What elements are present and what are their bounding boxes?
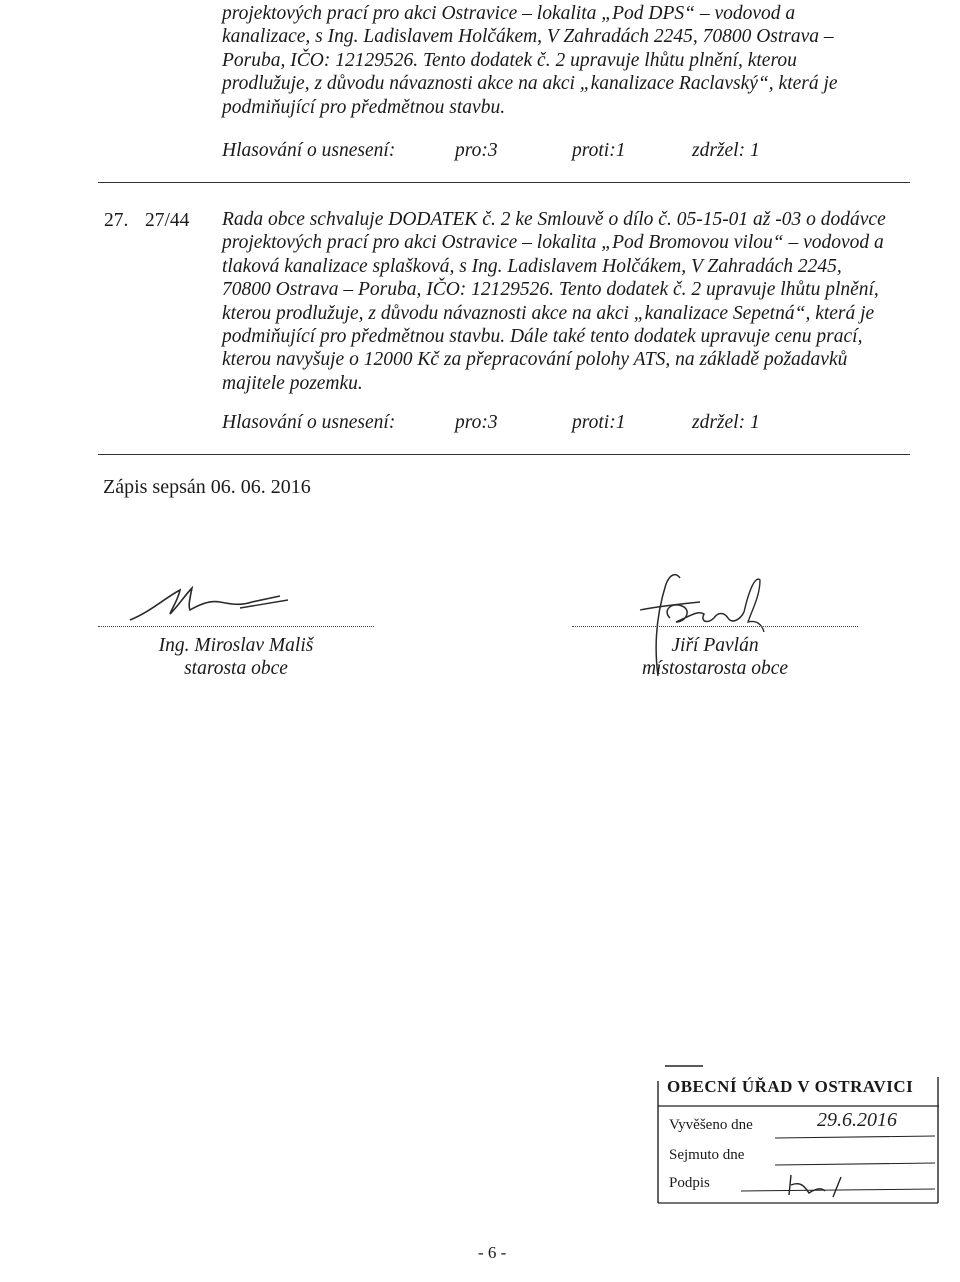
text-line: majitele pozemku. [222, 372, 363, 394]
top-paragraph [222, 2, 908, 119]
vote-zdrzel: zdržel: 1 [692, 412, 760, 433]
signature-line-1 [98, 626, 374, 627]
item-27-text [222, 208, 908, 395]
text-line: kterou navyšuje o 12000 Kč za přepracování polohy ATS, na základě požadavků [222, 349, 848, 371]
signatory-name: Ing. Miroslav Mališ [158, 635, 314, 656]
vote-label: Hlasování o usnesení: [222, 412, 396, 433]
divider [98, 182, 910, 183]
text-line: projektových prací pro akci Ostravice – lokalita „Pod DPS“ – vodovod a [222, 3, 796, 24]
text-line: kterou prodlužuje, z důvodu návaznosti akce na akci „kanalizace Sepetná“, která je [222, 302, 875, 324]
signatory-role: místostarosta obce [641, 658, 789, 679]
item-reference: 27/44 [145, 210, 190, 231]
stamp-posted-date: 29.6.2016 [817, 1109, 897, 1131]
vote-proti: proti:1 [572, 412, 626, 433]
signatory-role: starosta obce [184, 658, 288, 679]
stamp-signature-label: Podpis [669, 1175, 710, 1191]
text-line: 70800 Ostrava – Poruba, IČO: 12129526. Tento dodatek č. 2 upravuje lhůtu plnění, [222, 279, 879, 301]
stamp-removed-label: Sejmuto dne [669, 1147, 745, 1163]
text-line: podmiňující pro předmětnou stavbu. Dále také tento dodatek upravuje cenu prací, [222, 326, 863, 348]
handwritten-signature-1 [120, 578, 300, 628]
office-stamp [655, 1063, 941, 1206]
vote-label: Hlasování o usnesení: [222, 140, 396, 161]
text-line: tlaková kanalizace splašková, s Ing. Ladislavem Holčákem, V Zahradách 2245, [222, 255, 842, 277]
signatory-1 [98, 634, 374, 680]
text-line: podmiňující pro předmětnou stavbu. [222, 96, 506, 118]
text-line: kanalizace, s Ing. Ladislavem Holčákem, V Zahradách 2245, 70800 Ostrava – [222, 26, 834, 48]
vote-zdrzel: zdržel: 1 [692, 140, 760, 161]
vote-pro: pro:3 [455, 140, 498, 161]
text-line: projektových prací pro akci Ostravice – lokalita „Pod Bromovou vilou“ – vodovod a [222, 232, 884, 254]
page-number: - 6 - [478, 1243, 507, 1262]
stamp-title: OBECNÍ ÚŘAD V OSTRAVICI [667, 1077, 914, 1096]
item-number: 27. [104, 210, 129, 231]
signatory-name: Jiří Pavlán [671, 635, 759, 656]
stamp-handwritten-signature [785, 1171, 865, 1199]
divider [98, 454, 910, 455]
vote-proti: proti:1 [572, 140, 626, 161]
stamp-posted-label: Vyvěšeno dne [669, 1117, 753, 1133]
written-date: Zápis sepsán 06. 06. 2016 [103, 476, 311, 498]
signatory-2 [572, 634, 858, 680]
signature-line-2 [572, 626, 858, 627]
text-line: prodlužuje, z důvodu návaznosti akce na akci „kanalizace Raclavský“, která je [222, 73, 838, 95]
vote-pro: pro:3 [455, 412, 498, 433]
text-line: Rada obce schvaluje DODATEK č. 2 ke Smlouvě o dílo č. 05-15-01 až -03 o dodávce [222, 209, 886, 230]
text-line: Poruba, IČO: 12129526. Tento dodatek č. 2 upravuje lhůtu plnění, kterou [222, 49, 797, 71]
